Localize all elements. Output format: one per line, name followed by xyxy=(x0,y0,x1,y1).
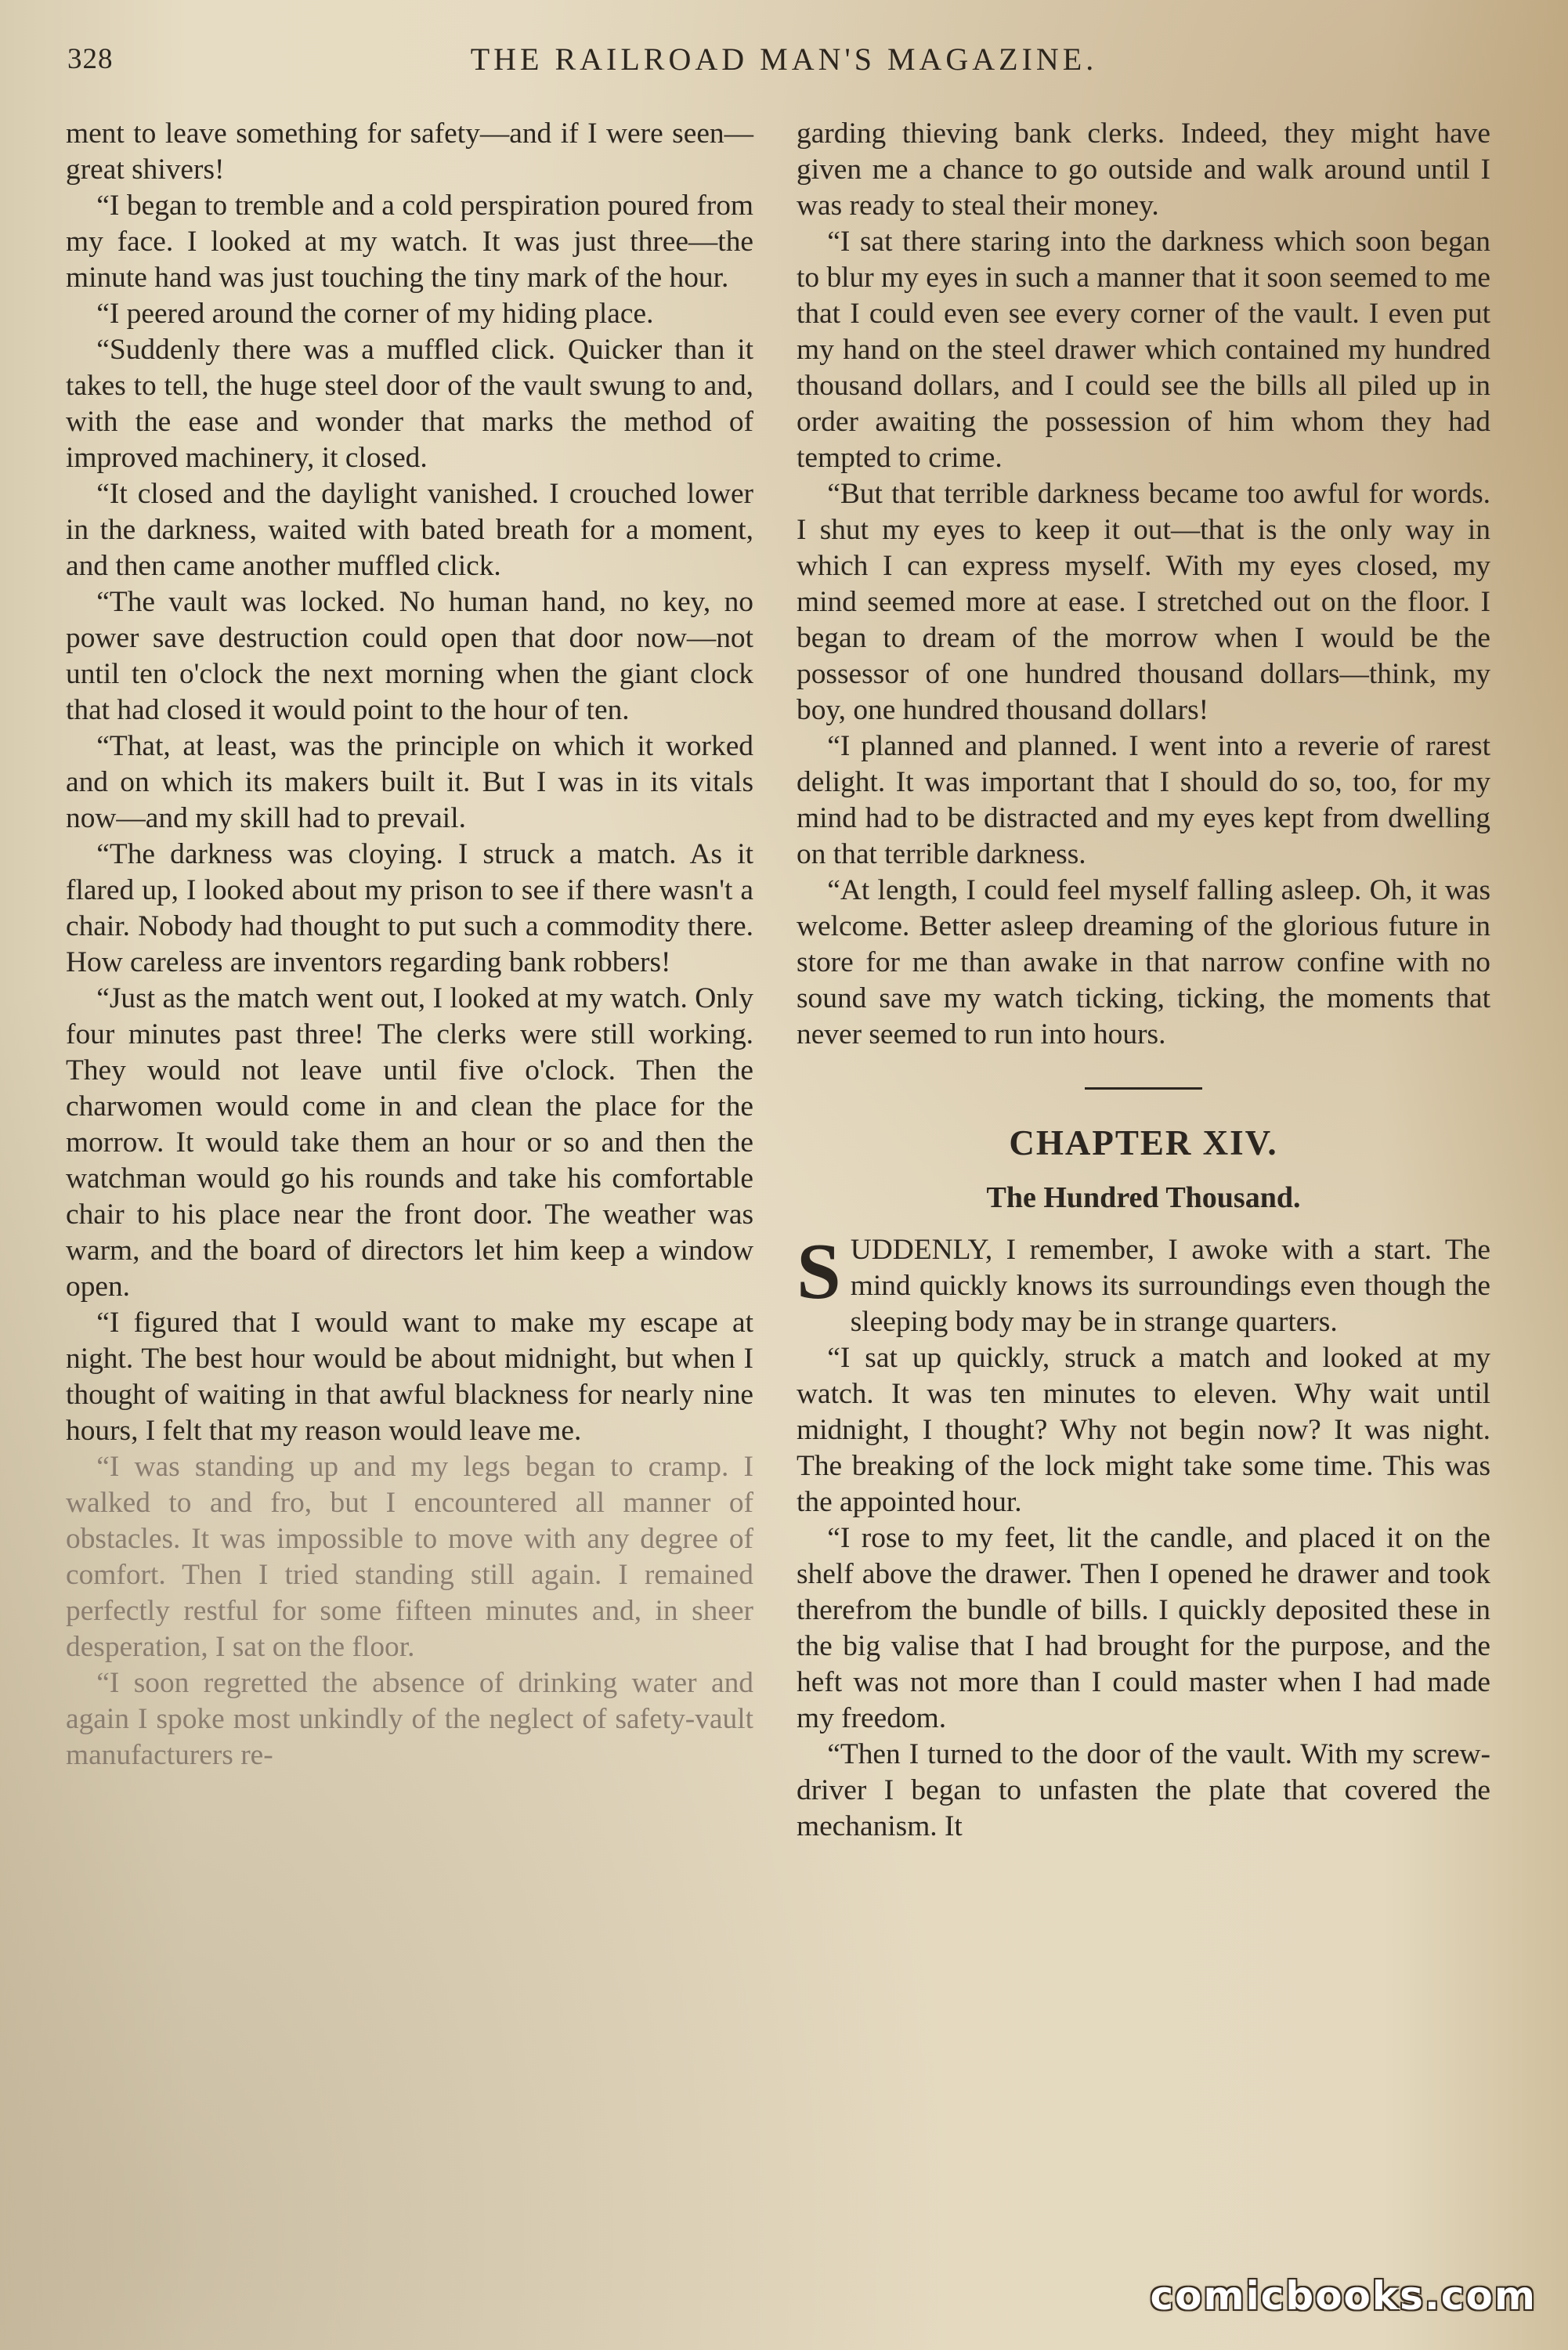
paragraph: “I sat there staring into the darkness which soon began to blur my eyes in such a manner that it soon seemed to me that I could even see every corner of the vault. I even put my hand on the steel drawer which contained my hundred thousand dollars, and I could see the bills all piled up in order awaiting the possession of him whom they had tempted to crime. xyxy=(797,226,1490,474)
paragraph: “But that terrible darkness became too awful for words. I shut my eyes to keep it out—that is the only way in which I can express myself. With my eyes closed, my mind seemed more at ease. I stretched out on the floor. I began to dream of the morrow when I would be the possessor of one hundred thousand dollars—think, my boy, one hundred thousand dollars! xyxy=(797,478,1490,726)
drop-cap: S xyxy=(797,1227,841,1316)
page-header xyxy=(67,36,1501,83)
magazine-title: THE RAILROAD MAN'S MAGAZINE. xyxy=(470,42,1098,77)
left-column xyxy=(66,116,753,1773)
chapter-subtitle: The Hundred Thousand. xyxy=(986,1181,1301,1214)
paragraph: “I planned and planned. I went into a reverie of rarest delight. It was important that I should do so, too, for my mind had to be distracted and my eyes kept from dwelling on that terrible darkness. xyxy=(797,730,1490,870)
paragraph: “I was standing up and my legs began to cramp. I walked to and fro, but I encountered all manner of obstacles. It was impossible to move with any degree of comfort. Then I tried standing still again. I remained perfectly restful for some fifteen minutes and, in sheer desperation, I sat on the floor. xyxy=(66,1451,753,1663)
paragraph: garding thieving bank clerks. Indeed, they might have given me a chance to go outside and walk around until I was ready to steal their money. xyxy=(797,118,1490,222)
paragraph: “Just as the match went out, I looked at my watch. Only four minutes past three! The clerks were still working. They would not leave until five o'clock. Then the charwomen would come in and clean the place for the morrow. It would take them an hour or so and then the watchman would go his rounds and take his comfortable chair to his place near the front door. The weather was warm, and the board of directors let him keep a window open. xyxy=(66,982,753,1303)
page-number: 328 xyxy=(67,43,114,75)
chapter-first-paragraph xyxy=(797,1227,1490,1340)
paragraph: “That, at least, was the principle on which it worked and on which its makers built it. But I was in its vitals now—and my skill had to prevail. xyxy=(66,730,753,834)
paragraph: “The vault was locked. No human hand, no key, no power save destruction could open that door now—not until ten o'clock the next morning when the giant clock that had closed it would point to the hour of ten. xyxy=(66,586,753,726)
paragraph: “I sat up quickly, struck a match and looked at my watch. It was ten minutes to eleven. Why wait until midnight, I thought? Why not begin now? It was night. The breaking of the lock might take some time. This was the appointed hour. xyxy=(797,1342,1490,1518)
paragraph: “At length, I could feel myself falling asleep. Oh, it was welcome. Better asleep dreaming of the glorious future in store for me than awake in that narrow confine with no sound save my watch ticking, ticking, the moments that never seemed to run into hours. xyxy=(797,874,1490,1050)
first-paragraph-text: UDDENLY, I remember, I awoke with a start. The mind quickly knows its surroundings even though the sleeping body may be in strange quarters. xyxy=(850,1234,1490,1338)
paragraph: ment to leave something for safety—and if I were seen—great shivers! xyxy=(66,118,753,186)
paragraph: “Suddenly there was a muffled click. Quicker than it takes to tell, the huge steel door of the vault swung to and, with the ease and wonder that marks the method of improved machinery, it closed. xyxy=(66,334,753,474)
section-divider xyxy=(1085,1087,1202,1090)
paragraph: “Then I turned to the door of the vault. With my screw-driver I began to unfasten the plate that covered the mechanism. It xyxy=(797,1738,1490,1842)
paragraph: “It closed and the daylight vanished. I crouched lower in the darkness, waited with bated breath for a moment, and then came another muffled click. xyxy=(66,478,753,582)
paragraph: “The darkness was cloying. I struck a match. As it flared up, I looked about my prison to see if there wasn't a chair. Nobody had thought to put such a commodity there. How careless are inventors regarding bank robbers! xyxy=(66,838,753,978)
paragraph: “I peered around the corner of my hiding place. xyxy=(96,298,654,330)
paragraph: “I rose to my feet, lit the candle, and placed it on the shelf above the drawer. Then I opened he drawer and took therefrom the bundle of bills. I quickly deposited these in the big valise that I had brought for the purpose, and the heft was not more than I could master when I had made my freedom. xyxy=(797,1522,1490,1734)
chapter-heading: CHAPTER XIV. xyxy=(1009,1123,1278,1162)
paragraph: “I figured that I would want to make my escape at night. The best hour would be about midnight, but when I thought of waiting in that awful blackness for nearly nine hours, I felt that my reason would leave me. xyxy=(66,1307,753,1447)
paragraph: “I soon regretted the absence of drinking water and again I spoke most unkindly of the neglect of safety-vault manufacturers re- xyxy=(66,1667,753,1771)
paragraph: “I began to tremble and a cold perspiration poured from my face. I looked at my watch. It was just three—the minute hand was just touching the tiny mark of the hour. xyxy=(66,190,753,294)
right-column xyxy=(797,116,1490,1845)
watermark-logo: comicbooks.com xyxy=(1150,2273,1537,2319)
